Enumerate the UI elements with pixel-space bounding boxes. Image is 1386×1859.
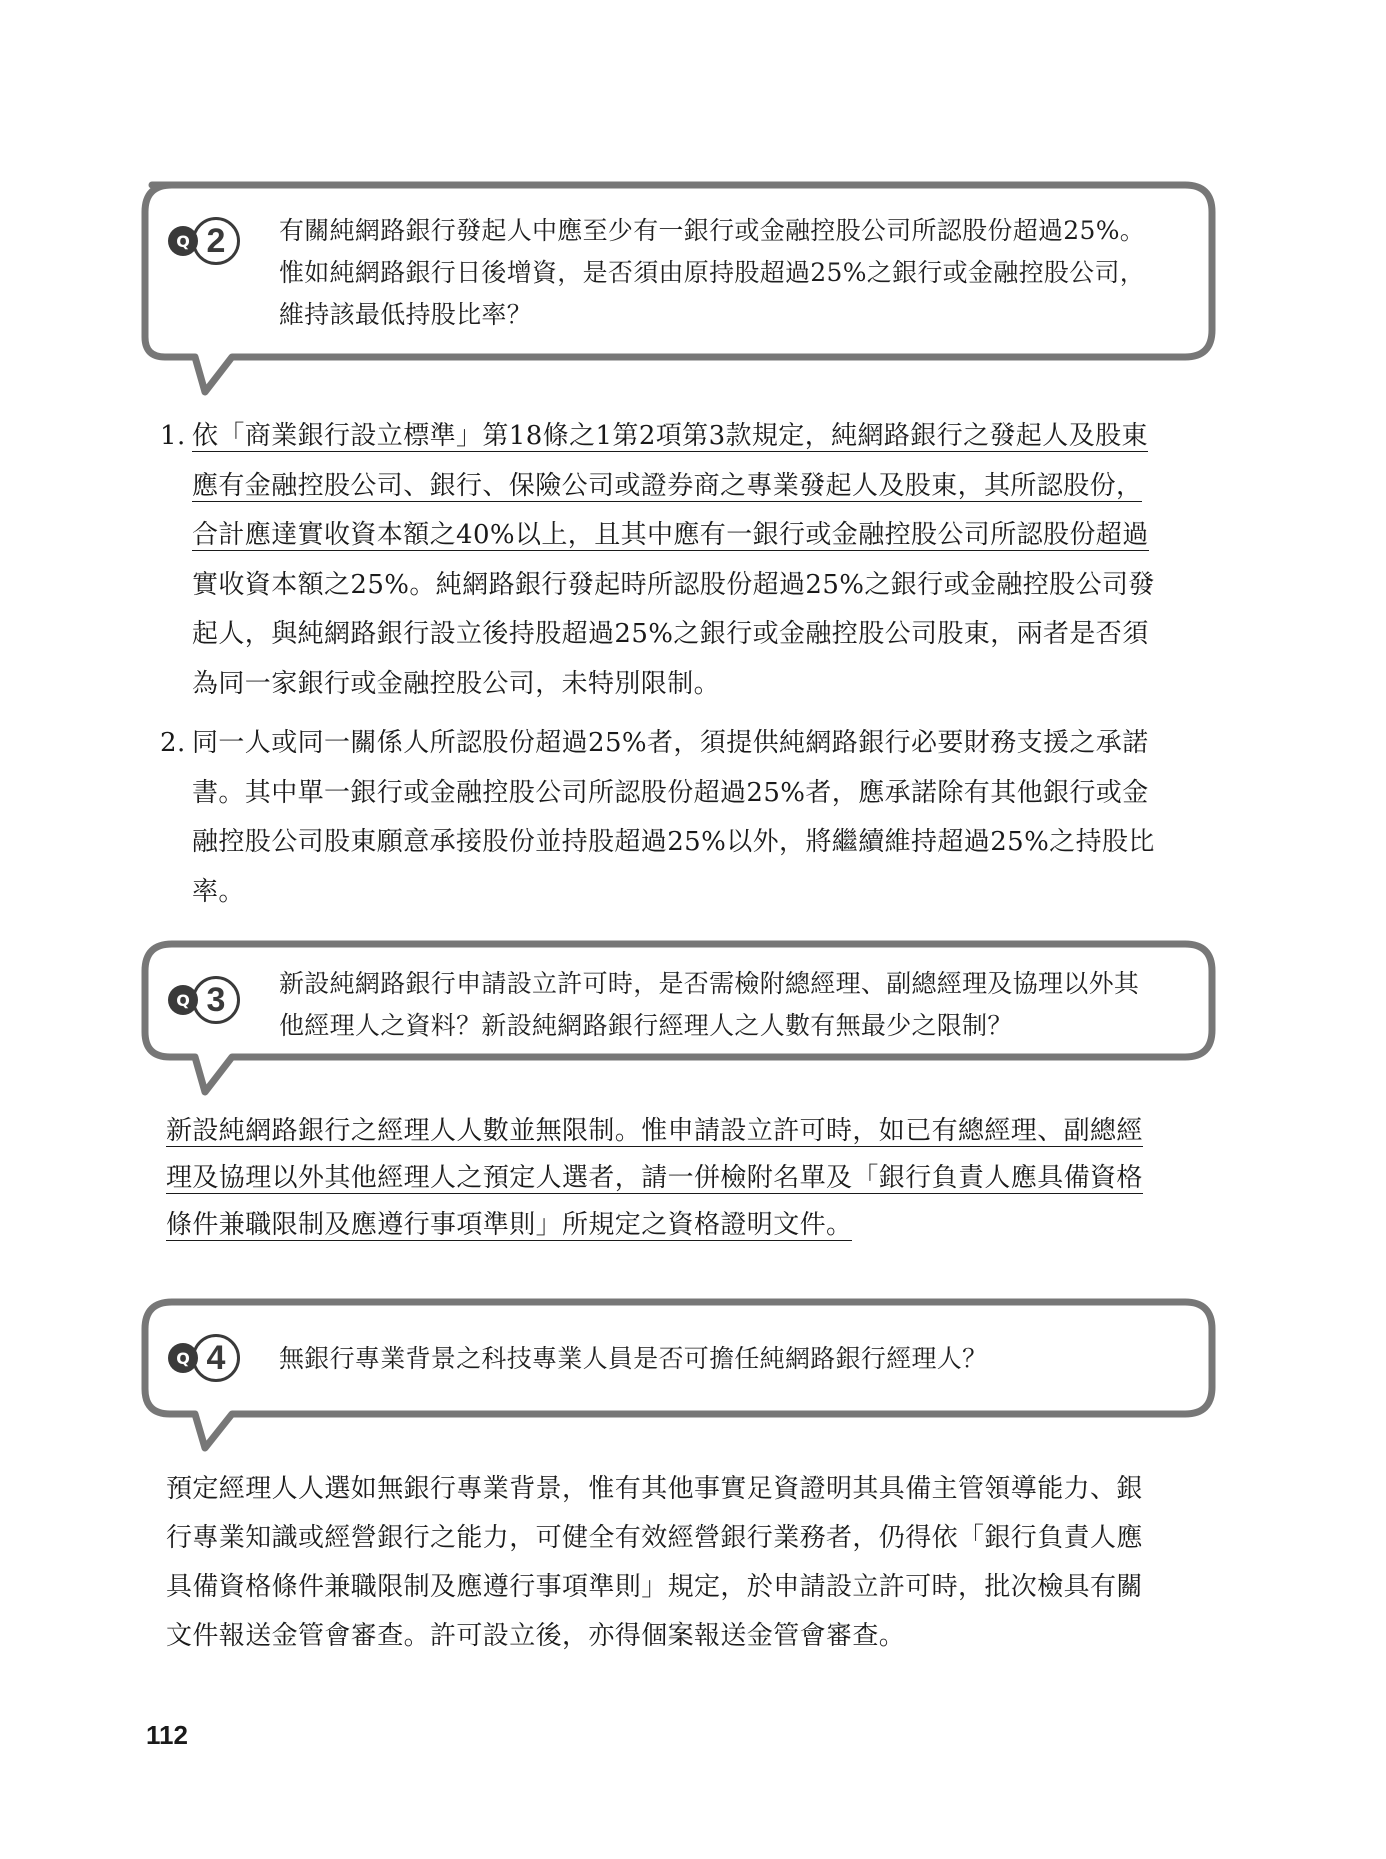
question-line: 新設純網路銀行申請設立許可時，是否需檢附總經理、副總經理及協理以外其 <box>279 969 1140 998</box>
answer-line: 條件兼職限制及應遵行事項準則」所規定之資格證明文件。 <box>166 1210 853 1240</box>
answer-line: 合計應達實收資本額之40%以上，且其中應有一銀行或金融控股公司所認股份超過 <box>192 520 1149 550</box>
answer-line: 為同一家銀行或金融控股公司，未特別限制。 <box>192 668 721 699</box>
answer-line: 融控股公司股東願意承接股份並持股超過25%以外，將繼續維持超過25%之持股比 <box>192 827 1155 857</box>
answer-line: 書。其中單一銀行或金融控股公司所認股份超過25%者，應承諾除有其他銀行或金 <box>192 777 1149 808</box>
answer-line: 同一人或同一關係人所認股份超過25%者，須提供純網路銀行必要財務支援之承諾 <box>192 728 1149 758</box>
question-number: 2 <box>192 217 240 265</box>
question-line: 有關純網路銀行發起人中應至少有一銀行或金融控股公司所認股份超過25%。 <box>279 216 1146 245</box>
question-number: 4 <box>192 1334 240 1382</box>
answer-line: 具備資格條件兼職限制及應遵行事項準則」規定，於申請設立許可時，批次檢具有關 <box>166 1572 1143 1602</box>
answer-line: 預定經理人人選如無銀行專業背景，惟有其他事實足資證明其具備主管領導能力、銀 <box>166 1474 1143 1504</box>
q-letter-icon: Q <box>168 226 198 256</box>
question-line: 惟如純網路銀行日後增資，是否須由原持股超過25%之銀行或金融控股公司， <box>279 258 1146 287</box>
question-line: 他經理人之資料？新設純網路銀行經理人之人數有無最少之限制？ <box>279 1011 1013 1040</box>
q-letter-icon: Q <box>168 985 198 1015</box>
answer-line: 行專業知識或經營銀行之能力，可健全有效經營銀行業務者，仍得依「銀行負責人應 <box>166 1523 1143 1553</box>
answer-line: 理及協理以外其他經理人之預定人選者，請一併檢附名單及「銀行負責人應具備資格 <box>166 1163 1143 1193</box>
q-letter-icon: Q <box>168 1343 198 1373</box>
answer-q4 <box>166 1465 1226 1661</box>
answer-line: 文件報送金管會審查。許可設立後，亦得個案報送金管會審查。 <box>166 1621 906 1651</box>
page-number: 112 <box>146 1720 188 1750</box>
item-number: 1. <box>160 421 186 451</box>
item-number: 2. <box>160 728 186 758</box>
answer-line: 實收資本額之25%。純網路銀行發起時所認股份超過25%之銀行或金融控股公司發 <box>192 569 1155 600</box>
answer-line: 應有金融控股公司、銀行、保險公司或證券商之專業發起人及股東，其所認股份， <box>192 470 1143 501</box>
question-number: 3 <box>192 976 240 1024</box>
question-text <box>279 1338 1199 1380</box>
question-line: 維持該最低持股比率？ <box>279 300 533 329</box>
question-badge <box>168 1334 240 1382</box>
answer-line: 依「商業銀行設立標準」第18條之1第2項第3款規定，純網路銀行之發起人及股東 <box>192 421 1148 451</box>
answer-line: 率。 <box>192 876 245 907</box>
answer-line: 新設純網路銀行之經理人人數並無限制。惟申請設立許可時，如已有總經理、副總經 <box>166 1116 1143 1146</box>
answer-line: 起人，與純網路銀行設立後持股超過25%之銀行或金融控股公司股東，兩者是否須 <box>192 619 1149 649</box>
question-line: 無銀行專業背景之科技專業人員是否可擔任純網路銀行經理人？ <box>279 1344 988 1373</box>
